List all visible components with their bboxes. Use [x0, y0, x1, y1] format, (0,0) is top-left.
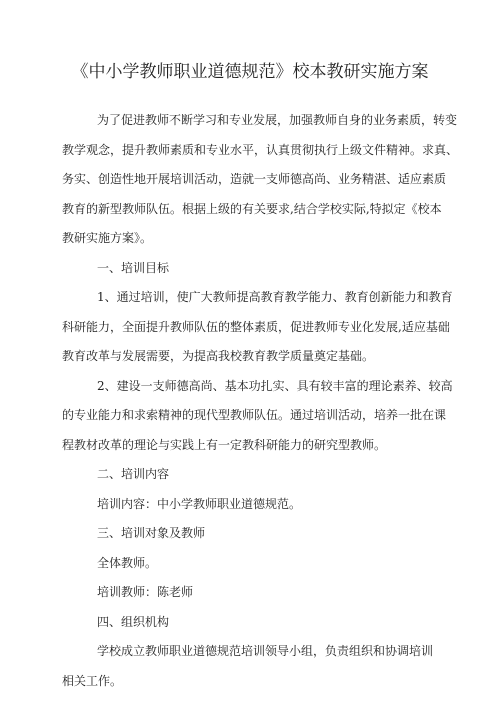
text-line: 科研能力，全面提升教师队伍的整体素质，促进教师专业化发展,适应基础	[62, 319, 450, 334]
section-heading: 一、培训目标	[97, 260, 170, 275]
document-body	[62, 106, 459, 696]
text-line: 为了促进教师不断学习和专业发展，加强教师自身的业务素质，转变	[97, 113, 458, 127]
text-line: 相关工作。	[62, 673, 123, 688]
text-line: 教育的新型教师队伍。根据上级的有关要求,结合学校实际,特拟定《校本	[62, 201, 442, 216]
text-line: 全体教师。	[97, 555, 158, 570]
text-line: 教研实施方案》。	[62, 231, 153, 245]
text-line: 培训教师：陈老师	[97, 585, 194, 599]
section-heading: 四、组织机构	[97, 614, 170, 629]
text-line: 1、通过培训，使广大教师提高教育教学能力、教育创新能力和教育	[97, 290, 453, 304]
section-heading: 二、培训内容	[97, 467, 170, 481]
text-line: 教育改革与发展需要，为提高我校教育教学质量奠定基础。	[62, 349, 375, 363]
text-line: 学校成立教师职业道德规范培训领导小组，负责组织和协调培训	[97, 644, 434, 658]
text-line: 2、建设一支师德高尚、基本功扎实、具有较丰富的理论素养、较高	[97, 378, 453, 393]
section-heading: 三、培训对象及教师	[97, 526, 206, 540]
text-line: 务实、创造性地开展培训活动，造就一支师德高尚、业务精湛、适应素质	[62, 172, 447, 186]
text-line: 教学观念，提升教师素质和专业水平，认真贯彻执行上级文件精神。求真、	[62, 142, 459, 157]
document-title: 《中小学教师职业道德规范》校本教研实施方案	[71, 62, 429, 82]
text-line: 培训内容：中小学教师职业道德规范。	[97, 496, 302, 511]
text-line: 的专业能力和求索精神的现代型教师队伍。通过培训活动，培养一批在课	[62, 408, 447, 422]
text-line: 程教材改革的理论与实践上有一定教科研能力的研究型教师。	[62, 437, 387, 452]
